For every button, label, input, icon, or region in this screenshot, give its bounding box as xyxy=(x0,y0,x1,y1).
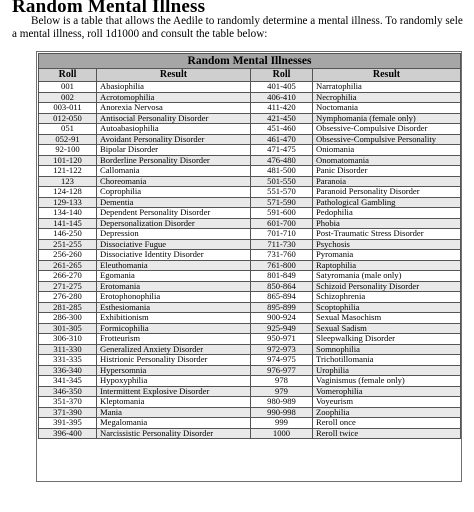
roll-cell: 601-700 xyxy=(251,218,313,229)
roll-cell: 990-998 xyxy=(251,407,313,418)
roll-cell: 012-050 xyxy=(39,113,97,124)
result-cell: Pedophilia xyxy=(313,208,461,219)
result-cell: Acrotomophilia xyxy=(97,92,251,103)
intro-line-2: a mental illness, roll 1d1000 and consult the table below: xyxy=(12,27,268,40)
result-cell: Trichotillomania xyxy=(313,355,461,366)
result-cell: Psychosis xyxy=(313,239,461,250)
result-cell: Coprophilia xyxy=(97,187,251,198)
table-row xyxy=(39,208,461,219)
table-row xyxy=(39,355,461,366)
result-cell: Dissociative Fugue xyxy=(97,239,251,250)
roll-cell: 701-710 xyxy=(251,229,313,240)
result-cell: Callomania xyxy=(97,166,251,177)
column-header-roll: Roll xyxy=(39,69,97,82)
roll-cell: 421-450 xyxy=(251,113,313,124)
result-cell: Dissociative Identity Disorder xyxy=(97,250,251,261)
roll-cell: 052-91 xyxy=(39,134,97,145)
result-cell: Antisocial Personality Disorder xyxy=(97,113,251,124)
table-row xyxy=(39,386,461,397)
result-cell: Narratophilia xyxy=(313,82,461,93)
table-row xyxy=(39,155,461,166)
result-cell: Exhibitionism xyxy=(97,313,251,324)
result-cell: Pyromania xyxy=(313,250,461,261)
result-cell: Intermittent Explosive Disorder xyxy=(97,386,251,397)
roll-cell: 256-260 xyxy=(39,250,97,261)
roll-cell: 351-370 xyxy=(39,397,97,408)
roll-cell: 761-800 xyxy=(251,260,313,271)
result-cell: Autoabasiophilia xyxy=(97,124,251,135)
roll-cell: 1000 xyxy=(251,428,313,439)
result-cell: Abasiophilia xyxy=(97,82,251,93)
result-cell: Bipolar Disorder xyxy=(97,145,251,156)
result-cell: Necrophilia xyxy=(313,92,461,103)
table-body xyxy=(39,82,461,439)
column-header-roll: Roll xyxy=(251,69,313,82)
roll-cell: 979 xyxy=(251,386,313,397)
roll-cell: 146-250 xyxy=(39,229,97,240)
result-cell: Paranoid Personality Disorder xyxy=(313,187,461,198)
result-cell: Raptophilia xyxy=(313,260,461,271)
table-row xyxy=(39,145,461,156)
roll-cell: 950-971 xyxy=(251,334,313,345)
result-cell: Formicophilia xyxy=(97,323,251,334)
roll-cell: 286-300 xyxy=(39,313,97,324)
roll-cell: 141-145 xyxy=(39,218,97,229)
roll-cell: 336-340 xyxy=(39,365,97,376)
roll-cell: 101-120 xyxy=(39,155,97,166)
roll-cell: 411-420 xyxy=(251,103,313,114)
roll-cell: 396-400 xyxy=(39,428,97,439)
roll-cell: 123 xyxy=(39,176,97,187)
result-cell: Schizoid Personality Disorder xyxy=(313,281,461,292)
roll-cell: 003-011 xyxy=(39,103,97,114)
table-row xyxy=(39,397,461,408)
roll-cell: 900-924 xyxy=(251,313,313,324)
table-header-row xyxy=(39,69,461,82)
table-row xyxy=(39,176,461,187)
table-row xyxy=(39,229,461,240)
table-row xyxy=(39,187,461,198)
table-row xyxy=(39,344,461,355)
result-cell: Eleuthomania xyxy=(97,260,251,271)
result-cell: Borderline Personality Disorder xyxy=(97,155,251,166)
result-cell: Sexual Masochism xyxy=(313,313,461,324)
intro-line-1: Below is a table that allows the Aedile to randomly determine a mental illness. To randomly sele xyxy=(31,15,463,27)
roll-cell: 001 xyxy=(39,82,97,93)
roll-cell: 306-310 xyxy=(39,334,97,345)
table-row xyxy=(39,428,461,439)
roll-cell: 865-894 xyxy=(251,292,313,303)
result-cell: Sexual Sadism xyxy=(313,323,461,334)
result-cell: Reroll once xyxy=(313,418,461,429)
result-cell: Hypoxyphilia xyxy=(97,376,251,387)
table-row xyxy=(39,292,461,303)
result-cell: Frotteurism xyxy=(97,334,251,345)
result-cell: Satyromania (male only) xyxy=(313,271,461,282)
roll-cell: 401-405 xyxy=(251,82,313,93)
result-cell: Depression xyxy=(97,229,251,240)
result-cell: Voyeurism xyxy=(313,397,461,408)
table-row xyxy=(39,281,461,292)
roll-cell: 481-500 xyxy=(251,166,313,177)
result-cell: Post-Traumatic Stress Disorder xyxy=(313,229,461,240)
result-cell: Mania xyxy=(97,407,251,418)
table-row xyxy=(39,418,461,429)
result-cell: Onomatomania xyxy=(313,155,461,166)
table-row xyxy=(39,218,461,229)
table-row xyxy=(39,239,461,250)
result-cell: Dementia xyxy=(97,197,251,208)
table-row xyxy=(39,124,461,135)
table-row xyxy=(39,302,461,313)
result-cell: Egomania xyxy=(97,271,251,282)
column-header-result: Result xyxy=(313,69,461,82)
result-cell: Esthesiomania xyxy=(97,302,251,313)
roll-cell: 271-275 xyxy=(39,281,97,292)
roll-cell: 976-977 xyxy=(251,365,313,376)
table-row xyxy=(39,365,461,376)
roll-cell: 406-410 xyxy=(251,92,313,103)
table-row xyxy=(39,250,461,261)
result-cell: Urophilia xyxy=(313,365,461,376)
roll-cell: 731-760 xyxy=(251,250,313,261)
table-row xyxy=(39,197,461,208)
table-row xyxy=(39,407,461,418)
table-row xyxy=(39,313,461,324)
roll-cell: 341-345 xyxy=(39,376,97,387)
roll-cell: 461-470 xyxy=(251,134,313,145)
intro-paragraph xyxy=(12,15,474,40)
result-cell: Nymphomania (female only) xyxy=(313,113,461,124)
result-cell: Somnophilia xyxy=(313,344,461,355)
result-cell: Zoophilia xyxy=(313,407,461,418)
result-cell: Vomerophilia xyxy=(313,386,461,397)
result-cell: Obsessive-Compulsive Disorder xyxy=(313,124,461,135)
result-cell: Avoidant Personality Disorder xyxy=(97,134,251,145)
table-row xyxy=(39,166,461,177)
result-cell: Noctomania xyxy=(313,103,461,114)
roll-cell: 451-460 xyxy=(251,124,313,135)
result-cell: Generalized Anxiety Disorder xyxy=(97,344,251,355)
result-cell: Panic Disorder xyxy=(313,166,461,177)
table-row xyxy=(39,260,461,271)
roll-cell: 591-600 xyxy=(251,208,313,219)
roll-cell: 311-330 xyxy=(39,344,97,355)
result-cell: Choreomania xyxy=(97,176,251,187)
roll-cell: 925-949 xyxy=(251,323,313,334)
result-cell: Obsessive-Compulsive Personality xyxy=(313,134,461,145)
table-row xyxy=(39,103,461,114)
table-row xyxy=(39,376,461,387)
result-cell: Anorexia Nervosa xyxy=(97,103,251,114)
roll-cell: 999 xyxy=(251,418,313,429)
roll-cell: 134-140 xyxy=(39,208,97,219)
result-cell: Vaginismus (female only) xyxy=(313,376,461,387)
roll-cell: 571-590 xyxy=(251,197,313,208)
table-row xyxy=(39,113,461,124)
result-cell: Phobia xyxy=(313,218,461,229)
roll-cell: 501-550 xyxy=(251,176,313,187)
result-cell: Reroll twice xyxy=(313,428,461,439)
roll-cell: 261-265 xyxy=(39,260,97,271)
table-row xyxy=(39,271,461,282)
roll-cell: 476-480 xyxy=(251,155,313,166)
roll-cell: 266-270 xyxy=(39,271,97,282)
roll-cell: 711-730 xyxy=(251,239,313,250)
result-cell: Depersonalization Disorder xyxy=(97,218,251,229)
roll-cell: 002 xyxy=(39,92,97,103)
table-row xyxy=(39,82,461,93)
result-cell: Dependent Personality Disorder xyxy=(97,208,251,219)
roll-cell: 276-280 xyxy=(39,292,97,303)
roll-cell: 972-973 xyxy=(251,344,313,355)
result-cell: Erotomania xyxy=(97,281,251,292)
result-cell: Paranoia xyxy=(313,176,461,187)
table-row xyxy=(39,334,461,345)
result-cell: Histrionic Personality Disorder xyxy=(97,355,251,366)
column-header-result: Result xyxy=(97,69,251,82)
result-cell: Scoptophilia xyxy=(313,302,461,313)
roll-cell: 129-133 xyxy=(39,197,97,208)
roll-cell: 124-128 xyxy=(39,187,97,198)
roll-cell: 551-570 xyxy=(251,187,313,198)
roll-cell: 895-899 xyxy=(251,302,313,313)
roll-cell: 121-122 xyxy=(39,166,97,177)
roll-cell: 301-305 xyxy=(39,323,97,334)
roll-cell: 92-100 xyxy=(39,145,97,156)
result-cell: Schizophrenia xyxy=(313,292,461,303)
roll-cell: 346-350 xyxy=(39,386,97,397)
page-heading: Random Mental Illness xyxy=(12,0,206,17)
result-cell: Kleptomania xyxy=(97,397,251,408)
result-cell: Sleepwalking Disorder xyxy=(313,334,461,345)
roll-cell: 051 xyxy=(39,124,97,135)
roll-cell: 471-475 xyxy=(251,145,313,156)
roll-cell: 801-849 xyxy=(251,271,313,282)
roll-cell: 251-255 xyxy=(39,239,97,250)
result-cell: Pathological Gambling xyxy=(313,197,461,208)
table-row xyxy=(39,323,461,334)
table-row xyxy=(39,92,461,103)
roll-cell: 331-335 xyxy=(39,355,97,366)
roll-cell: 850-864 xyxy=(251,281,313,292)
random-mental-illness-table xyxy=(38,53,461,439)
result-cell: Oniomania xyxy=(313,145,461,156)
result-cell: Narcissistic Personality Disorder xyxy=(97,428,251,439)
table-title-row xyxy=(39,54,461,69)
roll-cell: 371-390 xyxy=(39,407,97,418)
result-cell: Hypersomnia xyxy=(97,365,251,376)
roll-cell: 974-975 xyxy=(251,355,313,366)
roll-cell: 980-989 xyxy=(251,397,313,408)
result-cell: Megalomania xyxy=(97,418,251,429)
table-title: Random Mental Illnesses xyxy=(39,54,461,69)
result-cell: Erotophonophilia xyxy=(97,292,251,303)
roll-cell: 978 xyxy=(251,376,313,387)
roll-cell: 391-395 xyxy=(39,418,97,429)
table-row xyxy=(39,134,461,145)
roll-cell: 281-285 xyxy=(39,302,97,313)
